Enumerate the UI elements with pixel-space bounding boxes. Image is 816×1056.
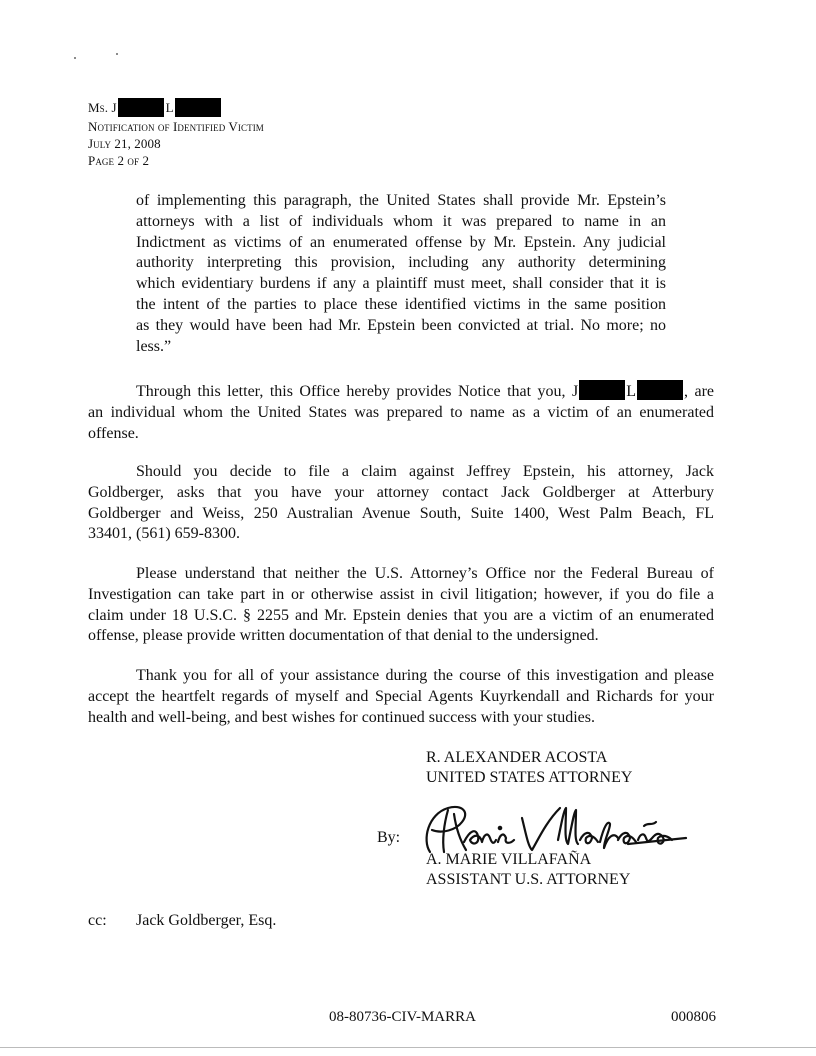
notice-text-c: , are [684,383,715,400]
text-line: offense, please provide written documentation of that denial to the undersigned. [88,627,599,645]
notice-paragraph [88,380,714,444]
text-line: authority interpreting this provision, including any authority determining [136,254,666,272]
thanks-paragraph [88,666,714,728]
bates-number: 000806 [671,1009,716,1025]
redaction-box [579,380,625,400]
text-line: Goldberger, asks that you have your attorney contact Jack Goldberger at Atterbury [88,483,714,501]
text-line [88,380,714,403]
text-line: the intent of the parties to place these identified victims in the same position [136,295,666,313]
text-line: health and well-being, and best wishes for continued success with your studies. [88,708,595,726]
scan-speck [116,53,118,55]
text-line: claim under 18 U.S.C. § 2255 and Mr. Epstein denies that you are a victim of an enumerated [88,606,714,624]
claim-paragraph [88,462,714,545]
text-line: Investigation can take part in or otherwise assist in civil litigation; however, if you do file a [88,585,714,603]
assistant-attorney-title: ASSISTANT U.S. ATTORNEY [426,871,631,888]
addressee-mid: L [165,100,174,115]
addressee-line [88,98,221,117]
text-line: Goldberger and Weiss, 250 Australian Avenue South, Suite 1400, West Palm Beach, FL [88,504,714,522]
case-number: 08-80736-CIV-MARRA [329,1009,476,1025]
cc-recipient: Jack Goldberger, Esq. [136,912,277,929]
redaction-box [637,380,683,400]
addressee-prefix: Ms. J [88,100,117,115]
notice-text-b: L [626,383,637,400]
notice-text-a: Through this letter, this Office hereby provides Notice that you, J [136,383,579,400]
understand-paragraph [88,564,714,647]
date-line: July 21, 2008 [88,136,161,151]
text-line: Please understand that neither the U.S. Attorney’s Office nor the Federal Bureau of [136,565,714,582]
scan-speck [74,57,76,59]
quoted-paragraph [136,191,666,357]
text-line: accept the heartfelt regards of myself and Special Agents Kuyrkendall and Richards for your [88,687,714,705]
text-line: Should you decide to file a claim against Jeffrey Epstein, his attorney, Jack [136,463,714,480]
text-line: which evidentiary burdens if any a plaintiff must meet, shall consider that it is [136,275,666,293]
text-line: attorneys with a list of individuals whom it was prepared to name in an [136,212,666,230]
assistant-attorney-name: A. MARIE VILLAFAÑA [426,851,592,868]
cc-label: cc: [88,912,107,929]
text-line: Thank you for all of your assistance during the course of this investigation and please [136,667,714,684]
text-line: Indictment as victims of an enumerated offense by Mr. Epstein. Any judicial [136,233,666,251]
text-line: 33401, (561) 659-8300. [88,525,240,543]
subject-line: Notification of Identified Victim [88,119,264,134]
text-line: as they would have been had Mr. Epstein been convicted at trial. No more; no [136,316,666,334]
by-label: By: [377,829,401,846]
redaction-box [175,98,221,117]
us-attorney-title: UNITED STATES ATTORNEY [426,769,633,786]
us-attorney-name: R. ALEXANDER ACOSTA [426,749,608,766]
text-line: less.” [136,337,172,355]
scan-edge-line [0,1047,816,1048]
page-number: Page 2 of 2 [88,153,150,168]
text-line: of implementing this paragraph, the United States shall provide Mr. Epstein’s [136,192,666,209]
text-line: an individual whom the United States was prepared to name as a victim of an enumerated [88,403,714,421]
redaction-box [118,98,164,117]
text-line: offense. [88,424,139,442]
